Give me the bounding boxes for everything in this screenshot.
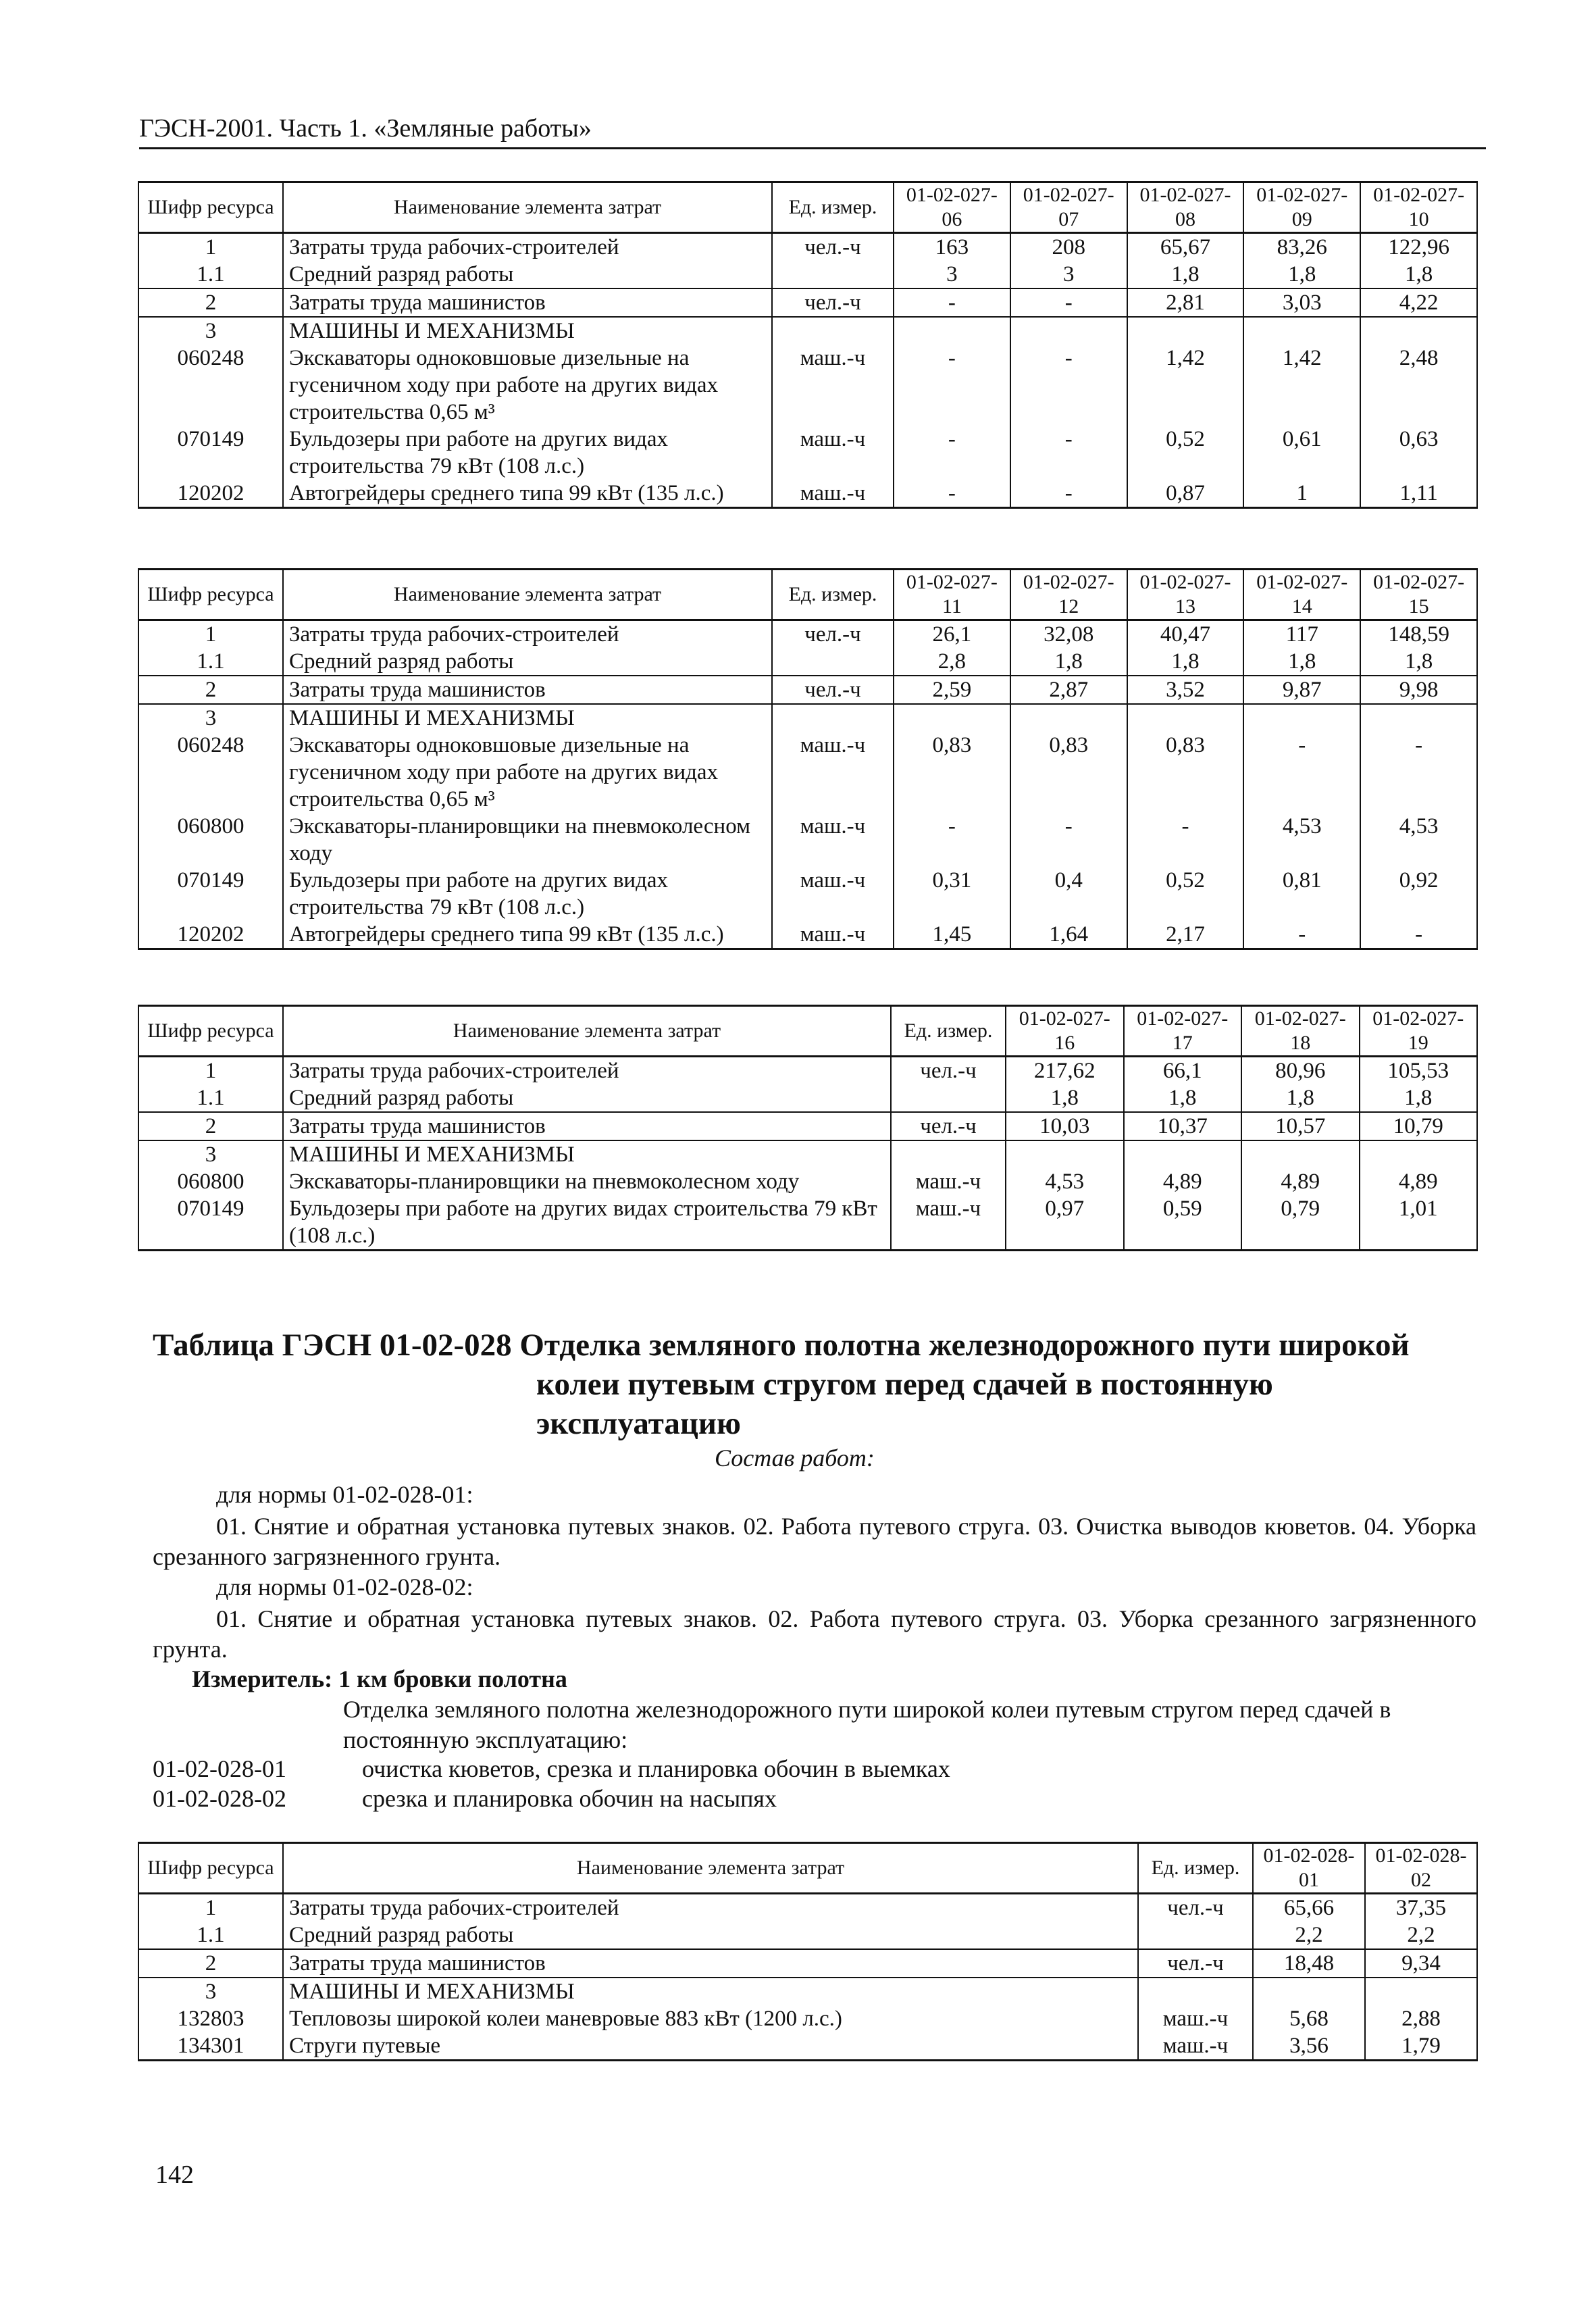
resource-value: 0,83: [894, 732, 1010, 813]
resource-value: 208: [1010, 233, 1127, 261]
resource-value: 105,53: [1360, 1057, 1478, 1085]
resource-name: МАШИНЫ И МЕХАНИЗМЫ: [283, 317, 772, 345]
resource-value: 1,64: [1010, 921, 1127, 949]
resource-value: [1253, 1978, 1365, 2005]
resource-value: 0,92: [1360, 867, 1477, 921]
resource-value: 9,98: [1360, 676, 1477, 704]
resource-unit: [772, 648, 894, 676]
resource-value: 1,79: [1365, 2032, 1477, 2061]
resource-unit: маш.-ч: [1138, 2005, 1253, 2032]
resource-value: -: [1010, 480, 1127, 508]
resource-value: -: [1127, 813, 1244, 867]
resource-name: Экскаваторы-планировщики на пневмоколесном ходу: [283, 813, 772, 867]
resource-value: -: [1010, 345, 1127, 426]
col-header-code: Шифр ресурса: [138, 570, 283, 620]
resource-table-2: [138, 568, 1478, 950]
resource-value: -: [894, 813, 1010, 867]
resource-unit: чел.-ч: [772, 676, 894, 704]
resource-value: [1127, 317, 1244, 345]
resource-name: Автогрейдеры среднего типа 99 кВт (135 л.с.): [283, 921, 772, 949]
resource-value: 10,57: [1241, 1112, 1360, 1140]
resource-value: 18,48: [1253, 1949, 1365, 1978]
resource-value: -: [894, 480, 1010, 508]
resource-unit: маш.-ч: [772, 480, 894, 508]
resource-unit: [1138, 1978, 1253, 2005]
resource-code: 120202: [138, 480, 283, 508]
resource-value: 1,8: [1010, 648, 1127, 676]
resource-unit: чел.-ч: [772, 620, 894, 649]
norm2-label: для нормы 01-02-028-02:: [216, 1574, 473, 1601]
resource-value: 37,35: [1365, 1894, 1477, 1922]
resource-value: [1127, 704, 1244, 732]
col-header-norm: 01-02-027-08: [1127, 182, 1244, 233]
col-header-name: Наименование элемента затрат: [283, 1843, 1138, 1894]
col-header-norm: 01-02-027-12: [1010, 570, 1127, 620]
norm-item-text: очистка кюветов, срезка и планировка обочин в выемках: [362, 1755, 950, 1782]
resource-value: 217,62: [1006, 1057, 1124, 1085]
resource-value: 40,47: [1127, 620, 1244, 649]
resource-unit: маш.-ч: [772, 345, 894, 426]
resource-value: 32,08: [1010, 620, 1127, 649]
norm-item: [153, 1754, 950, 1784]
resource-table-3: [138, 1005, 1478, 1251]
norm2-text: [153, 1604, 1476, 1665]
resource-name: Бульдозеры при работе на других видах строительства 79 кВт (108 л.с.): [283, 867, 772, 921]
resource-unit: чел.-ч: [772, 233, 894, 261]
resource-name: МАШИНЫ И МЕХАНИЗМЫ: [283, 1978, 1138, 2005]
resource-value: 4,89: [1360, 1168, 1478, 1195]
resource-name: Средний разряд работы: [283, 648, 772, 676]
resource-value: 1,8: [1127, 648, 1244, 676]
resource-value: 0,87: [1127, 480, 1244, 508]
resource-name: Струги путевые: [283, 2032, 1138, 2061]
resource-value: [1010, 704, 1127, 732]
resource-value: 1,8: [1360, 261, 1477, 288]
resource-code: 2: [138, 288, 283, 317]
resource-value: 26,1: [894, 620, 1010, 649]
resource-value: 1,8: [1243, 648, 1360, 676]
resource-unit: маш.-ч: [891, 1195, 1006, 1251]
resource-name: Затраты труда машинистов: [283, 1949, 1138, 1978]
col-header-norm: 01-02-027-16: [1006, 1006, 1124, 1057]
resource-value: 1,01: [1360, 1195, 1478, 1251]
table-row: [138, 2005, 1477, 2032]
resource-value: 3: [894, 261, 1010, 288]
resource-code: 060248: [138, 345, 283, 426]
resource-value: -: [1010, 426, 1127, 480]
resource-unit: маш.-ч: [772, 867, 894, 921]
resource-value: 0,63: [1360, 426, 1477, 480]
resource-name: Экскаваторы одноковшовые дизельные на гусеничном ходу при работе на других видах строительства 0,65 м³: [283, 345, 772, 426]
resource-value: -: [1243, 732, 1360, 813]
resource-value: 3,52: [1127, 676, 1244, 704]
resource-value: 10,79: [1360, 1112, 1478, 1140]
section-title-line: Таблица ГЭСН 01-02-028 Отделка земляного полотна железнодорожного пути широкой: [153, 1328, 1410, 1363]
resource-value: 4,53: [1006, 1168, 1124, 1195]
table-row: [138, 1195, 1477, 1251]
resource-value: 1,8: [1006, 1084, 1124, 1112]
resource-name: Тепловозы широкой колеи маневровые 883 кВт (1200 л.с.): [283, 2005, 1138, 2032]
resource-code: 070149: [138, 867, 283, 921]
resource-table-4: [138, 1842, 1478, 2061]
col-header-name: Наименование элемента затрат: [283, 570, 772, 620]
resource-name: Бульдозеры при работе на других видах строительства 79 кВт (108 л.с.): [283, 426, 772, 480]
resource-value: 0,4: [1010, 867, 1127, 921]
col-header-norm: 01-02-027-09: [1243, 182, 1360, 233]
resource-unit: маш.-ч: [772, 813, 894, 867]
resource-value: 1,45: [894, 921, 1010, 949]
resource-value: 3,03: [1243, 288, 1360, 317]
resource-value: [1360, 1140, 1478, 1168]
table-row: [138, 1921, 1477, 1949]
resource-value: 1,8: [1360, 648, 1477, 676]
resource-code: 134301: [138, 2032, 283, 2061]
table-row: [138, 867, 1477, 921]
section-title: [153, 1326, 1476, 1443]
norm-item: [153, 1784, 777, 1814]
resource-unit: [891, 1140, 1006, 1168]
table-row: [138, 1140, 1477, 1168]
resource-code: 2: [138, 1112, 283, 1140]
page-number: 142: [155, 2161, 194, 2189]
resource-value: 2,2: [1365, 1921, 1477, 1949]
resource-value: 1,42: [1127, 345, 1244, 426]
col-header-norm: 01-02-027-18: [1241, 1006, 1360, 1057]
norm-item-code: 01-02-028-01: [153, 1755, 286, 1782]
resource-value: 1,8: [1124, 1084, 1242, 1112]
resource-value: 2,81: [1127, 288, 1244, 317]
resource-name: Средний разряд работы: [283, 1921, 1138, 1949]
resource-value: 2,17: [1127, 921, 1244, 949]
resource-value: 2,87: [1010, 676, 1127, 704]
resource-name: Экскаваторы одноковшовые дизельные на гусеничном ходу при работе на других видах строительства 0,65 м³: [283, 732, 772, 813]
resource-unit: маш.-ч: [1138, 2032, 1253, 2061]
col-header-norm: 01-02-027-15: [1360, 570, 1477, 620]
norm-item-code: 01-02-028-02: [153, 1785, 286, 1812]
resource-code: 1: [138, 1057, 283, 1085]
table-row: [138, 426, 1477, 480]
resource-value: 117: [1243, 620, 1360, 649]
resource-unit: маш.-ч: [772, 732, 894, 813]
resource-name: Затраты труда рабочих-строителей: [283, 233, 772, 261]
resource-value: -: [1243, 921, 1360, 949]
table-row: [138, 813, 1477, 867]
resource-code: 1.1: [138, 1084, 283, 1112]
resource-value: 2,88: [1365, 2005, 1477, 2032]
table-row: [138, 1057, 1477, 1085]
resource-code: 3: [138, 1140, 283, 1168]
resource-value: [1243, 704, 1360, 732]
measure-unit: Измеритель: 1 км бровки полотна: [192, 1665, 567, 1692]
resource-value: 0,31: [894, 867, 1010, 921]
resource-value: [894, 704, 1010, 732]
resource-value: 1,42: [1243, 345, 1360, 426]
table-row: [138, 233, 1477, 261]
table-header-row: [138, 182, 1477, 233]
norm-intro: Отделка земляного полотна железнодорожного пути широкой колеи путевым стругом перед сдачей в постоянную эксплуатацию:: [343, 1696, 1391, 1753]
resource-value: 1,8: [1127, 261, 1244, 288]
col-header-norm: 01-02-028-01: [1253, 1843, 1365, 1894]
resource-name: Затраты труда рабочих-строителей: [283, 1057, 891, 1085]
table-row: [138, 1949, 1477, 1978]
norm1-text-content: 01. Снятие и обратная установка путевых знаков. 02. Работа путевого струга. 03. Очистка выводов кюветов. 04. Уборка срезанного загрязненного грунта.: [153, 1513, 1476, 1570]
resource-code: 060800: [138, 1168, 283, 1195]
resource-value: 4,89: [1241, 1168, 1360, 1195]
norm-item-text: срезка и планировка обочин на насыпях: [362, 1785, 777, 1812]
table-header-row: [138, 1006, 1477, 1057]
resource-code: 120202: [138, 921, 283, 949]
resource-value: 0,59: [1124, 1195, 1242, 1251]
resource-name: Затраты труда рабочих-строителей: [283, 1894, 1138, 1922]
resource-name: Затраты труда машинистов: [283, 676, 772, 704]
resource-code: 1: [138, 620, 283, 649]
resource-code: 060800: [138, 813, 283, 867]
resource-unit: [891, 1084, 1006, 1112]
resource-code: 3: [138, 704, 283, 732]
table-row: [138, 732, 1477, 813]
norm1-label: для нормы 01-02-028-01:: [216, 1481, 473, 1508]
resource-value: -: [1010, 813, 1127, 867]
col-header-code: Шифр ресурса: [138, 1006, 283, 1057]
resource-value: 4,53: [1243, 813, 1360, 867]
resource-value: 80,96: [1241, 1057, 1360, 1085]
resource-value: 10,37: [1124, 1112, 1242, 1140]
resource-value: -: [1010, 288, 1127, 317]
table-header-row: [138, 570, 1477, 620]
col-header-unit: Ед. измер.: [772, 570, 894, 620]
col-header-norm: 01-02-027-19: [1360, 1006, 1478, 1057]
resource-value: -: [894, 426, 1010, 480]
resource-value: 4,53: [1360, 813, 1477, 867]
resource-code: 3: [138, 317, 283, 345]
col-header-norm: 01-02-027-14: [1243, 570, 1360, 620]
col-header-code: Шифр ресурса: [138, 182, 283, 233]
resource-unit: чел.-ч: [1138, 1949, 1253, 1978]
resource-name: Средний разряд работы: [283, 1084, 891, 1112]
resource-name: Бульдозеры при работе на других видах строительства 79 кВт (108 л.с.): [283, 1195, 891, 1251]
table-row: [138, 1168, 1477, 1195]
resource-value: 4,22: [1360, 288, 1477, 317]
resource-value: 122,96: [1360, 233, 1477, 261]
table-row: [138, 261, 1477, 288]
resource-value: 2,59: [894, 676, 1010, 704]
table-row: [138, 1084, 1477, 1112]
resource-code: 070149: [138, 1195, 283, 1251]
resource-code: 2: [138, 676, 283, 704]
resource-value: 0,52: [1127, 426, 1244, 480]
resource-code: 1.1: [138, 648, 283, 676]
resource-code: 2: [138, 1949, 283, 1978]
resource-value: 148,59: [1360, 620, 1477, 649]
col-header-norm: 01-02-027-07: [1010, 182, 1127, 233]
resource-code: 1: [138, 1894, 283, 1922]
resource-value: 3,56: [1253, 2032, 1365, 2061]
col-header-norm: 01-02-027-06: [894, 182, 1010, 233]
resource-code: 132803: [138, 2005, 283, 2032]
resource-unit: чел.-ч: [891, 1112, 1006, 1140]
col-header-name: Наименование элемента затрат: [283, 1006, 891, 1057]
table-row: [138, 620, 1477, 649]
resource-value: 2,48: [1360, 345, 1477, 426]
resource-name: Затраты труда машинистов: [283, 288, 772, 317]
col-header-code: Шифр ресурса: [138, 1843, 283, 1894]
resource-name: МАШИНЫ И МЕХАНИЗМЫ: [283, 1140, 891, 1168]
resource-value: 9,34: [1365, 1949, 1477, 1978]
resource-value: 0,81: [1243, 867, 1360, 921]
table-row: [138, 1112, 1477, 1140]
table-row: [138, 345, 1477, 426]
resource-unit: маш.-ч: [772, 426, 894, 480]
resource-code: 3: [138, 1978, 283, 2005]
resource-value: [1010, 317, 1127, 345]
resource-code: 060248: [138, 732, 283, 813]
resource-value: [894, 317, 1010, 345]
table-header-row: [138, 1843, 1477, 1894]
resource-value: 163: [894, 233, 1010, 261]
resource-value: 1,8: [1241, 1084, 1360, 1112]
resource-name: МАШИНЫ И МЕХАНИЗМЫ: [283, 704, 772, 732]
resource-value: 1,11: [1360, 480, 1477, 508]
resource-value: 65,67: [1127, 233, 1244, 261]
resource-code: 1.1: [138, 1921, 283, 1949]
section-title-line: эксплуатацию: [536, 1406, 741, 1441]
resource-value: [1124, 1140, 1242, 1168]
col-header-name: Наименование элемента затрат: [283, 182, 772, 233]
resource-value: 0,83: [1010, 732, 1127, 813]
resource-value: [1360, 704, 1477, 732]
col-header-norm: 01-02-027-10: [1360, 182, 1477, 233]
resource-value: [1243, 317, 1360, 345]
resource-value: 2,2: [1253, 1921, 1365, 1949]
table-row: [138, 480, 1477, 508]
resource-unit: чел.-ч: [772, 288, 894, 317]
section-title-line: колеи путевым стругом перед сдачей в постоянную: [536, 1367, 1273, 1402]
resource-unit: маш.-ч: [891, 1168, 1006, 1195]
resource-value: 4,89: [1124, 1168, 1242, 1195]
work-composition-heading: Состав работ:: [715, 1444, 875, 1472]
table-row: [138, 317, 1477, 345]
col-header-norm: 01-02-027-11: [894, 570, 1010, 620]
resource-value: 0,61: [1243, 426, 1360, 480]
col-header-norm: 01-02-027-13: [1127, 570, 1244, 620]
col-header-unit: Ед. измер.: [772, 182, 894, 233]
resource-unit: чел.-ч: [891, 1057, 1006, 1085]
resource-unit: [772, 261, 894, 288]
resource-code: 1.1: [138, 261, 283, 288]
resource-code: 070149: [138, 426, 283, 480]
resource-name: Затраты труда рабочих-строителей: [283, 620, 772, 649]
table-row: [138, 2032, 1477, 2061]
resource-value: -: [894, 288, 1010, 317]
resource-value: 2,8: [894, 648, 1010, 676]
col-header-norm: 01-02-028-02: [1365, 1843, 1477, 1894]
resource-unit: [1138, 1921, 1253, 1949]
table-row: [138, 1978, 1477, 2005]
resource-value: 3: [1010, 261, 1127, 288]
resource-value: 9,87: [1243, 676, 1360, 704]
resource-value: [1365, 1978, 1477, 2005]
table-row: [138, 676, 1477, 704]
resource-value: 10,03: [1006, 1112, 1124, 1140]
col-header-norm: 01-02-027-17: [1124, 1006, 1242, 1057]
resource-value: 1,8: [1243, 261, 1360, 288]
resource-value: 5,68: [1253, 2005, 1365, 2032]
col-header-unit: Ед. измер.: [1138, 1843, 1253, 1894]
resource-value: -: [1360, 732, 1477, 813]
table-row: [138, 921, 1477, 949]
resource-value: 0,52: [1127, 867, 1244, 921]
resource-unit: маш.-ч: [772, 921, 894, 949]
resource-code: 1: [138, 233, 283, 261]
resource-value: 0,79: [1241, 1195, 1360, 1251]
table-row: [138, 1894, 1477, 1922]
resource-value: -: [1360, 921, 1477, 949]
resource-value: 1,8: [1360, 1084, 1478, 1112]
resource-value: [1006, 1140, 1124, 1168]
resource-value: 83,26: [1243, 233, 1360, 261]
running-header: ГЭСН-2001. Часть 1. «Земляные работы»: [139, 114, 1486, 149]
table-row: [138, 648, 1477, 676]
resource-unit: [772, 317, 894, 345]
resource-value: [1360, 317, 1477, 345]
resource-value: 0,83: [1127, 732, 1244, 813]
resource-value: 66,1: [1124, 1057, 1242, 1085]
resource-value: [1241, 1140, 1360, 1168]
resource-value: 0,97: [1006, 1195, 1124, 1251]
resource-unit: [772, 704, 894, 732]
col-header-unit: Ед. измер.: [891, 1006, 1006, 1057]
resource-name: Затраты труда машинистов: [283, 1112, 891, 1140]
resource-name: Экскаваторы-планировщики на пневмоколесном ходу: [283, 1168, 891, 1195]
table-row: [138, 704, 1477, 732]
resource-value: 65,66: [1253, 1894, 1365, 1922]
resource-name: Средний разряд работы: [283, 261, 772, 288]
table-row: [138, 288, 1477, 317]
resource-value: 1: [1243, 480, 1360, 508]
norm1-text: [153, 1511, 1476, 1572]
norm2-text-content: 01. Снятие и обратная установка путевых знаков. 02. Работа путевого струга. 03. Уборка срезанного загрязненного грунта.: [153, 1605, 1476, 1663]
resource-table-1: [138, 181, 1478, 509]
resource-name: Автогрейдеры среднего типа 99 кВт (135 л.с.): [283, 480, 772, 508]
resource-unit: чел.-ч: [1138, 1894, 1253, 1922]
resource-value: -: [894, 345, 1010, 426]
